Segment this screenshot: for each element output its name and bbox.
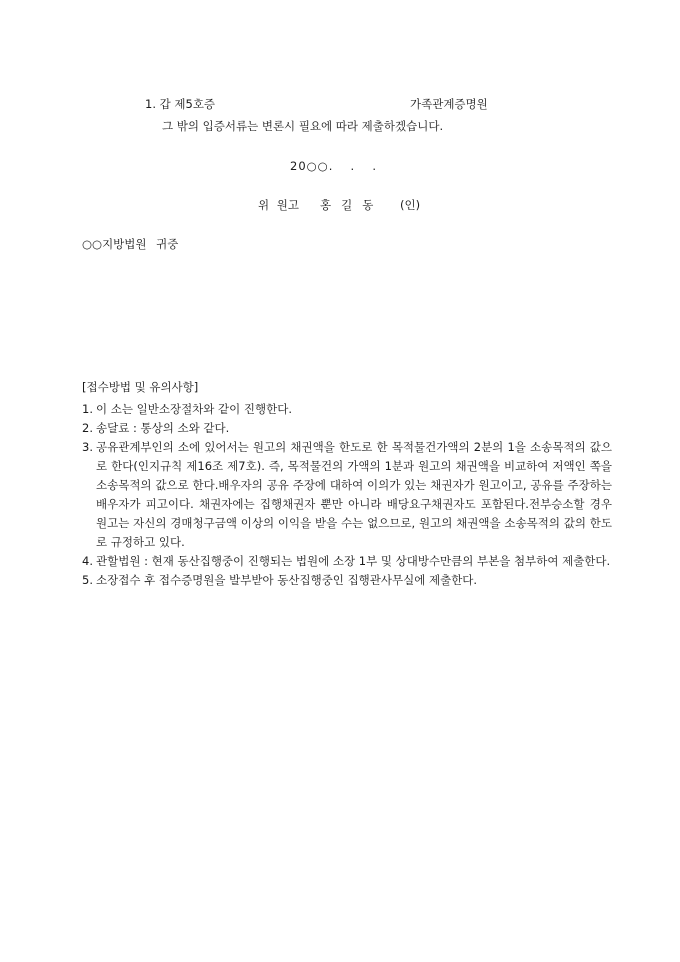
note-text: 관할법원 : 현재 동산집행중이 진행되는 법원에 소장 1부 및 상대방수만큼의 부본을 첨부하여 제출한다. — [96, 554, 611, 568]
note-item — [82, 438, 612, 552]
plaintiff-label: 위 원고 — [258, 198, 299, 212]
note-text: 공유관계부인의 소에 있어서는 원고의 채권액을 한도로 한 목적물건가액의 2분의 1을 소송목적의 값으로 한다(인지규칙 제16조 제7호). 즉, 목적물건의 가액의 1분과 원고의 채권액을 비교하여 저액인 쪽을 소송목적의 값으로 한다.배우자의 공유 주장에 대하여 이의가 있는 채권자가 원고이고, 공유를 주장하는 배우자가 피고이다. 채권자에는 집행채권자 뿐만 아니라 배당요구채권자도 포함된다.전부승소할 경우 원고는 자신의 경매청구금액 이상의 이익을 받을 수는 없으므로, 원고의 채권액을 소송목적의 값의 한도로 규정하고 있다. — [96, 440, 612, 549]
note-item — [82, 419, 612, 438]
note-text: 이 소는 일반소장절차와 같이 진행한다. — [96, 402, 293, 416]
seal-mark: (인) — [400, 198, 421, 212]
note-item — [82, 552, 612, 571]
note-number: 3. — [82, 440, 93, 454]
note-number: 1. — [82, 402, 93, 416]
note-number: 4. — [82, 554, 93, 568]
filing-notes-section — [82, 378, 612, 590]
note-number: 2. — [82, 421, 93, 435]
note-item — [82, 400, 612, 419]
note-text: 송달료 : 통상의 소와 같다. — [96, 421, 230, 435]
other-evidence-statement: 그 밖의 입증서류는 변론시 필요에 따라 제출하겠습니다. — [162, 119, 444, 133]
notes-header: [접수방법 및 유의사항] — [82, 380, 199, 394]
court-addressee: ○○지방법원 귀중 — [82, 237, 179, 251]
notes-list — [82, 400, 612, 590]
note-text: 소장접수 후 접수증명원을 발부받아 동산집행중인 집행관사무실에 제출한다. — [96, 573, 478, 587]
note-number: 5. — [82, 573, 93, 587]
plaintiff-name: 홍길동 — [320, 198, 384, 212]
exhibit-number: 1. 갑 제5호증 — [145, 97, 216, 111]
exhibit-name: 가족관계증명원 — [410, 97, 488, 111]
note-item — [82, 571, 612, 590]
date-line: 20○○. . . — [290, 159, 377, 173]
